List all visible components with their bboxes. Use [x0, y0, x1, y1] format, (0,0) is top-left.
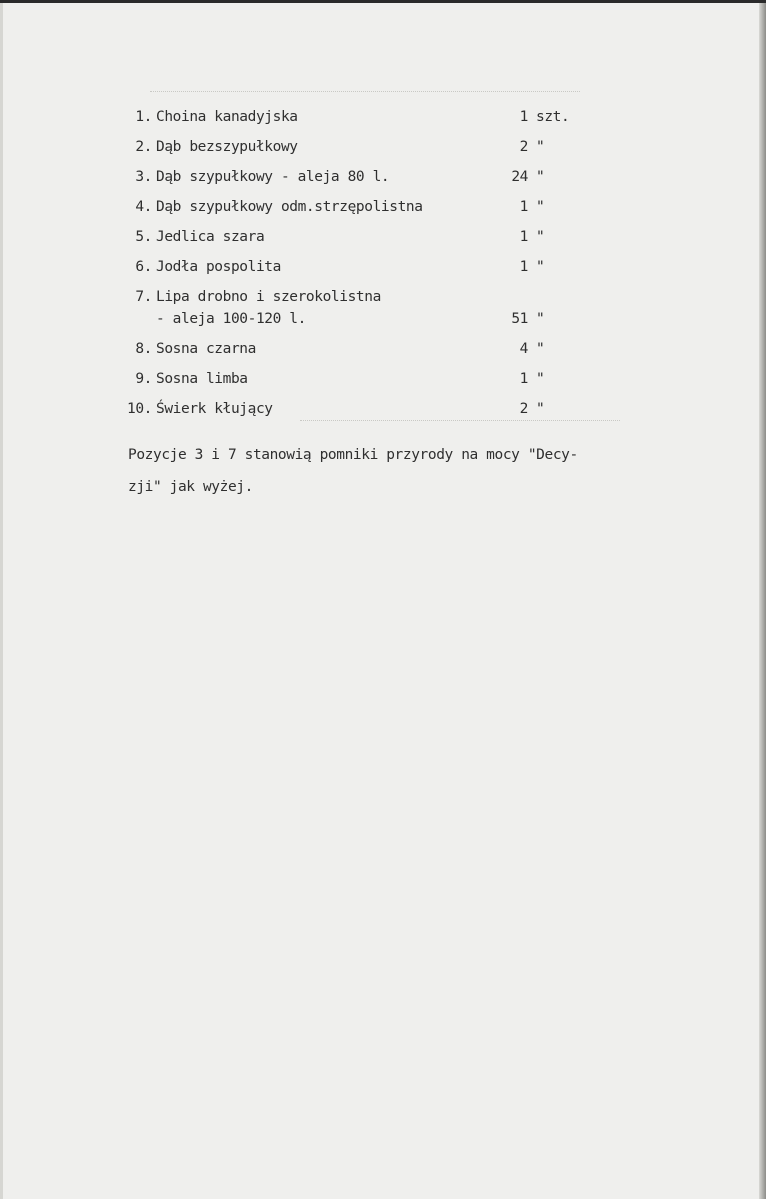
item-name: Dąb szypułkowy odm.strzępolistna	[156, 199, 423, 215]
footnote-paragraph	[128, 439, 708, 503]
item-number: 6.	[135, 259, 152, 275]
item-unit: "	[536, 139, 545, 155]
item-number: 1.	[135, 109, 152, 125]
list-item	[118, 287, 588, 339]
item-quantity: 1	[519, 109, 528, 125]
item-unit: "	[536, 311, 545, 327]
list-item	[118, 399, 588, 429]
item-quantity: 2	[519, 139, 528, 155]
list-item	[118, 227, 588, 257]
item-number: 2.	[135, 139, 152, 155]
list-item	[118, 137, 588, 167]
item-number: 10.	[127, 401, 152, 417]
item-unit: "	[536, 169, 545, 185]
item-name: Lipa drobno i szerokolistna	[156, 289, 381, 305]
item-name: Jodła pospolita	[156, 259, 281, 275]
item-unit: "	[536, 199, 545, 215]
item-unit: "	[536, 371, 545, 387]
item-quantity: 1	[519, 259, 528, 275]
list-item	[118, 339, 588, 369]
list-item	[118, 197, 588, 227]
item-quantity: 51	[511, 311, 528, 327]
footnote-line: zji" jak wyżej.	[128, 479, 253, 495]
list-item	[118, 107, 588, 137]
item-name: Sosna limba	[156, 371, 248, 387]
page-right-edge	[759, 3, 766, 1199]
item-quantity: 1	[519, 371, 528, 387]
item-name: Sosna czarna	[156, 341, 256, 357]
item-unit: "	[536, 401, 545, 417]
item-number: 9.	[135, 371, 152, 387]
item-quantity: 24	[511, 169, 528, 185]
list-item	[118, 257, 588, 287]
faint-dotted-rule	[150, 91, 580, 92]
list-item	[118, 167, 588, 197]
item-quantity: 2	[519, 401, 528, 417]
item-name: Dąb bezszypułkowy	[156, 139, 298, 155]
item-name: Dąb szypułkowy - aleja 80 l.	[156, 169, 390, 185]
item-name: Świerk kłujący	[156, 401, 273, 417]
item-quantity: 1	[519, 229, 528, 245]
item-number: 5.	[135, 229, 152, 245]
item-unit: "	[536, 341, 545, 357]
item-name-continuation: - aleja 100-120 l.	[156, 311, 306, 327]
page-left-edge	[0, 3, 3, 1199]
item-quantity: 4	[519, 341, 528, 357]
item-quantity: 1	[519, 199, 528, 215]
item-number: 4.	[135, 199, 152, 215]
tree-list	[118, 107, 588, 429]
item-unit: "	[536, 229, 545, 245]
list-item	[118, 369, 588, 399]
item-name: Choina kanadyjska	[156, 109, 298, 125]
item-unit: szt.	[536, 109, 570, 125]
item-unit: "	[536, 259, 545, 275]
item-number: 3.	[135, 169, 152, 185]
item-number: 7.	[135, 289, 152, 305]
item-name: Jedlica szara	[156, 229, 265, 245]
footnote-line: Pozycje 3 i 7 stanowią pomniki przyrody na mocy "Decy-	[128, 447, 578, 463]
item-number: 8.	[135, 341, 152, 357]
